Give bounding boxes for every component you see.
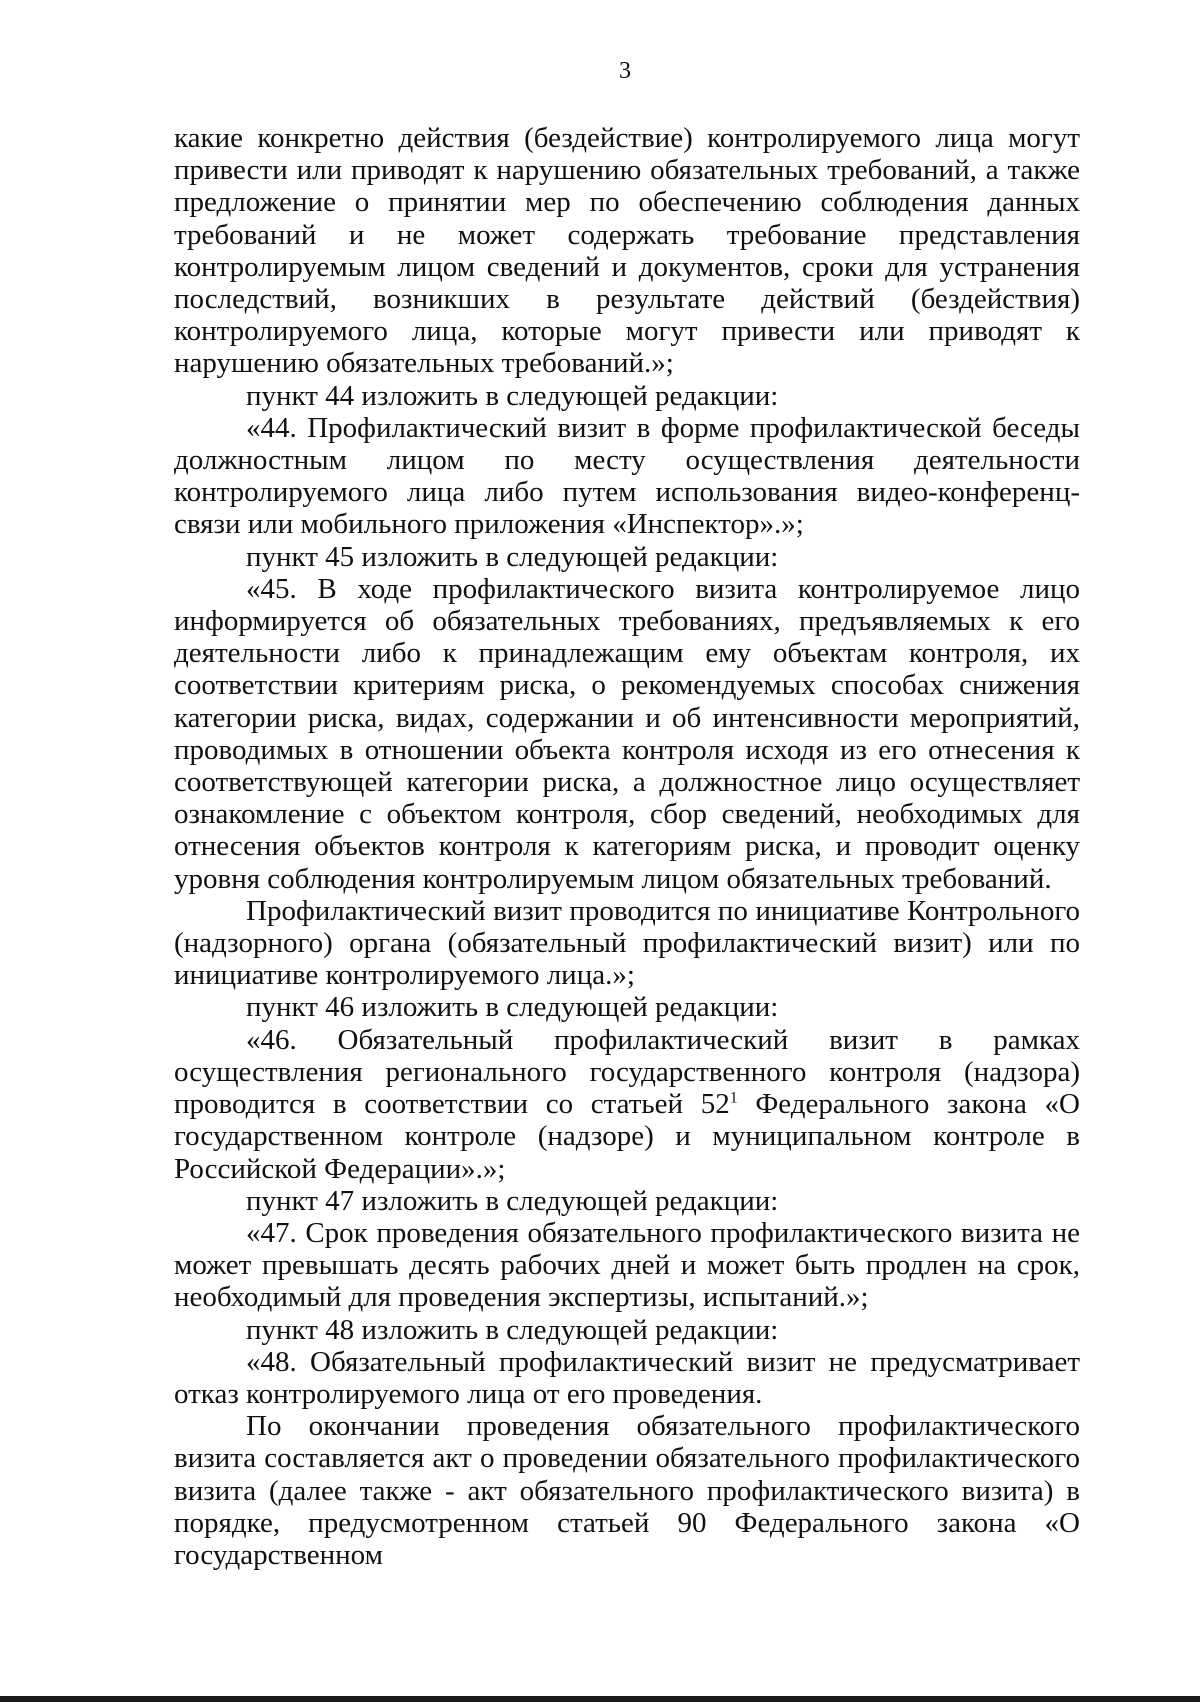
paragraph-item-48-act: По окончании проведения обязательного профилактического визита составляется акт о проведении обязательного профилактического визита (далее также - акт обязательного профилактического визита) в порядке, предусмотренном статьей 90 Федерального закона «О государственном: [174, 1410, 1080, 1571]
paragraph-item-48-text: «48. Обязательный профилактический визит не предусматривает отказ контролируемого лица от его проведения.: [174, 1345, 1080, 1410]
paragraph-item-47-text: «47. Срок проведения обязательного профилактического визита не может превышать десять рабочих дней и может быть продлен на срок, необходимый для проведения экспертизы, испытаний.»;: [174, 1216, 1080, 1314]
page-number: 3: [619, 58, 631, 84]
paragraph-item-46-instruction: пункт 46 изложить в следующей редакции:: [246, 991, 779, 1024]
paragraph-item-47-instruction: пункт 47 изложить в следующей редакции:: [246, 1184, 779, 1217]
paragraph-item-44-instruction: пункт 44 изложить в следующей редакции:: [246, 379, 779, 412]
paragraph-continuation: какие конкретно действия (бездействие) контролируемого лица могут привести или приводят к нарушению обязательных требований, а также предложение о принятии мер по обеспечению соблюдения данных требований и не может содержать требование представления контролируемым лицом сведений и документов, сроки для устранения последствий, возникших в результате действий (бездействия) контролируемого лица, которые могут привести или приводят к нарушению обязательных требований.»;: [174, 122, 1080, 380]
article-superscript: 1: [729, 1089, 738, 1107]
paragraph-item-48-instruction: пункт 48 изложить в следующей редакции:: [246, 1313, 779, 1346]
paragraph-item-45-text: «45. В ходе профилактического визита контролируемое лицо информируется об обязательных требованиях, предъявляемых к его деятельности либо к принадлежащим ему объектам контроля, их соответствии критериям риска, о рекомендуемых способах снижения категории риска, видах, содержании и об интенсивности мероприятий, проводимых в отношении объекта контроля исходя из его отнесения к соответствующей категории риска, а должностное лицо осуществляет ознакомление с объектом контроля, сбор сведений, необходимых для отнесения объектов контроля к категориям риска, и проводит оценку уровня соблюдения контролируемым лицом обязательных требований.: [174, 572, 1080, 895]
paragraph-item-46-text: [174, 1024, 1080, 1185]
scan-bottom-edge: [0, 1696, 1200, 1702]
paragraph-item-45-instruction: пункт 45 изложить в следующей редакции:: [246, 540, 779, 573]
document-body: [174, 122, 1080, 1571]
paragraph-item-46-text-before: «46. Обязательный профилактический визит в рамках осуществления регионального государственного контроля (надзора) проводится в соответствии со статьей 52: [174, 1023, 1080, 1121]
paragraph-item-45-visit-initiative: Профилактический визит проводится по инициативе Контрольного (надзорного) органа (обязательный профилактический визит) или по инициативе контролируемого лица.»;: [174, 894, 1080, 992]
paragraph-item-46-text-after: Федерального закона «О государственном контроле (надзоре) и муниципальном контроле в Российской Федерации».»;: [174, 1088, 1080, 1185]
paragraph-item-44-text: «44. Профилактический визит в форме профилактической беседы должностным лицом по месту осуществления деятельности контролируемого лица либо путем использования видео-конференц-связи или мобильного приложения «Инспектор».»;: [174, 411, 1080, 541]
